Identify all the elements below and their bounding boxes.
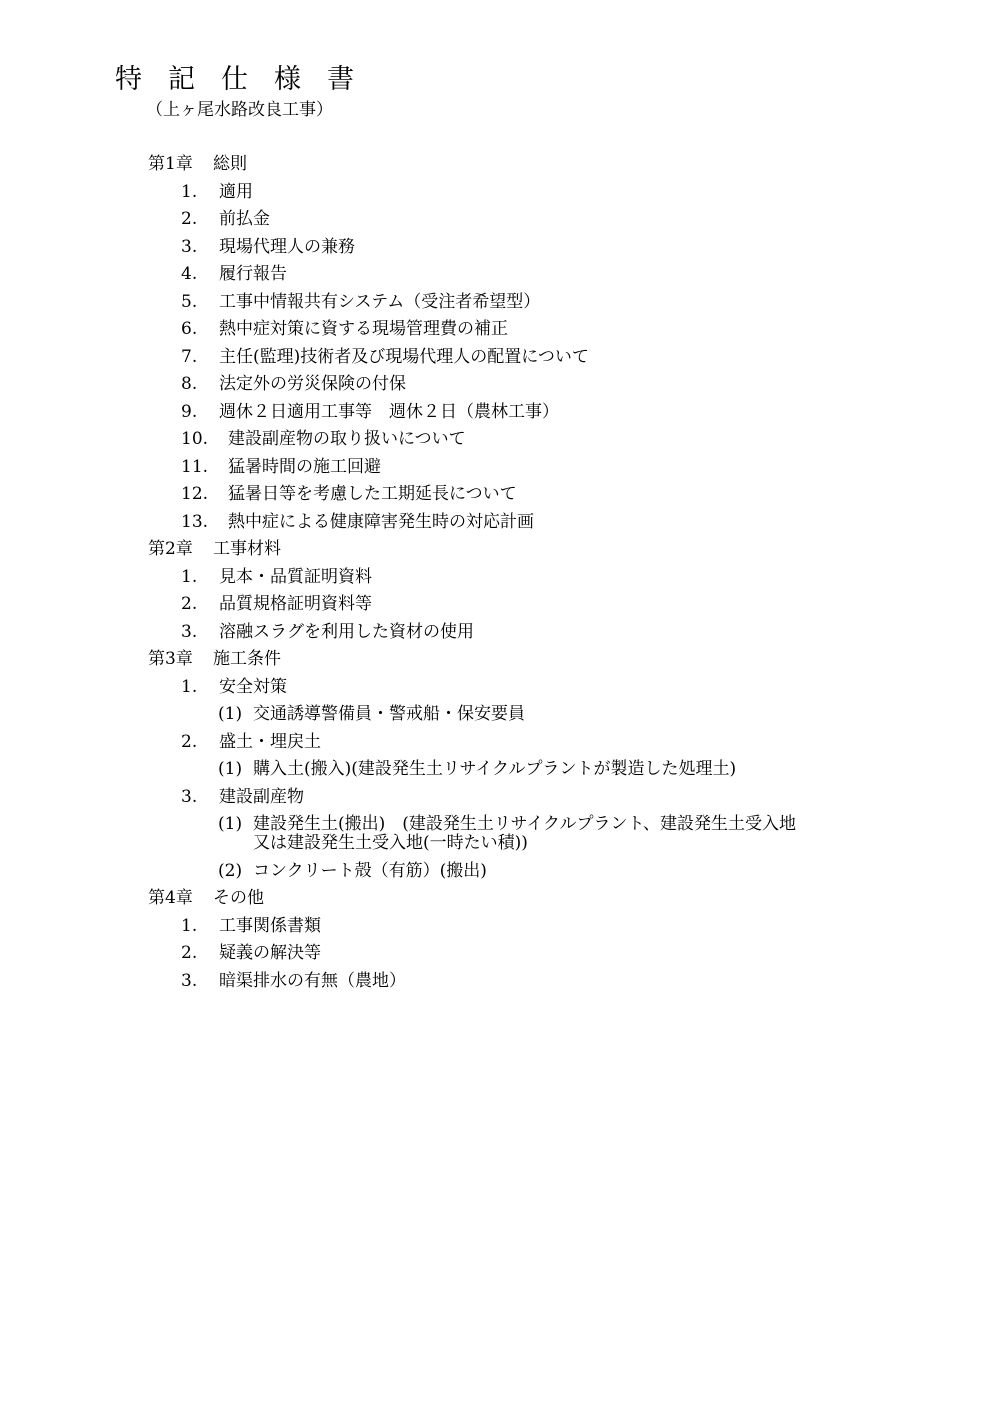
- item-number: 3.: [181, 786, 198, 807]
- toc-item: [181, 565, 372, 589]
- item-text: 週休２日適用工事等 週休２日（農林工事）: [219, 401, 559, 422]
- chapter-heading: [148, 886, 264, 910]
- chapter-title: 総則: [213, 154, 247, 174]
- toc-item: [181, 207, 270, 231]
- toc-item: [181, 345, 589, 369]
- toc-subitem: [218, 757, 736, 781]
- item-number: 8.: [181, 374, 198, 394]
- toc-item: [181, 317, 508, 341]
- item-text: 前払金: [219, 209, 270, 229]
- toc-item: [181, 372, 406, 396]
- chapter-heading: [148, 152, 247, 176]
- chapter-number: 第1章: [148, 154, 193, 174]
- item-number: 2.: [181, 209, 198, 229]
- chapter-title: 工事材料: [213, 539, 281, 559]
- item-text: 現場代理人の兼務: [219, 236, 355, 257]
- subitem-continuation: 又は建設発生土受入地(一時たい積)): [253, 833, 528, 853]
- item-number: 2.: [181, 594, 198, 614]
- item-number: 7.: [181, 346, 198, 367]
- item-number: 1.: [181, 676, 198, 697]
- item-text: 工事中情報共有システム（受注者希望型）: [219, 291, 541, 312]
- chapter-number: 第3章: [148, 649, 193, 669]
- toc-item: [181, 785, 304, 809]
- toc-item: [181, 941, 321, 965]
- item-number: 10.: [181, 429, 209, 449]
- item-number: 9.: [181, 401, 198, 422]
- item-text: 盛土・埋戻土: [219, 731, 321, 752]
- toc-item: [181, 510, 534, 534]
- toc-item: [181, 592, 372, 616]
- item-text: 疑義の解決等: [219, 943, 321, 963]
- toc-item: [181, 262, 287, 286]
- item-text: 法定外の労災保険の付保: [219, 374, 406, 394]
- toc-subitem: [218, 859, 487, 883]
- item-text: 品質規格証明資料等: [219, 594, 372, 614]
- toc-subitem: [218, 702, 525, 726]
- item-text: 建設副産物: [219, 786, 304, 807]
- item-text: 猛暑日等を考慮した工期延長について: [228, 484, 517, 504]
- toc-item: [181, 914, 321, 938]
- item-number: 3.: [181, 621, 198, 642]
- subitem-text: コンクリート殻（有筋）(搬出): [253, 860, 487, 881]
- toc-item: [181, 180, 253, 204]
- chapter-heading: [148, 647, 281, 671]
- item-number: 2.: [181, 943, 198, 963]
- item-text: 熱中症による健康障害発生時の対応計画: [228, 511, 534, 532]
- toc-item: [181, 730, 321, 754]
- toc-item: [181, 290, 540, 314]
- document-title: 特記仕様書: [115, 64, 380, 95]
- item-number: 13.: [181, 511, 209, 532]
- item-text: 溶融スラグを利用した資材の使用: [219, 621, 474, 642]
- toc-item: [181, 455, 381, 479]
- item-text: 適用: [219, 181, 253, 202]
- subitem-number: (1): [218, 759, 243, 779]
- subitem-number: (1): [218, 814, 243, 834]
- subitem-text: 建設発生土(搬出) (建設発生土リサイクルプラント、建設発生土受入地: [253, 814, 796, 834]
- subitem-text: 交通誘導警備員・警戒船・保安要員: [253, 704, 525, 724]
- subitem-number: (1): [218, 704, 243, 724]
- item-number: 4.: [181, 264, 198, 284]
- item-text: 履行報告: [219, 264, 287, 284]
- item-number: 1.: [181, 915, 198, 936]
- item-number: 12.: [181, 484, 209, 504]
- item-number: 1.: [181, 181, 198, 202]
- toc-item: [181, 969, 406, 993]
- toc-item: [181, 482, 517, 506]
- item-number: 5.: [181, 291, 198, 312]
- chapter-number: 第2章: [148, 539, 193, 559]
- item-text: 猛暑時間の施工回避: [228, 456, 381, 477]
- item-number: 1.: [181, 566, 198, 587]
- toc-item: [181, 427, 466, 451]
- item-text: 熱中症対策に資する現場管理費の補正: [219, 319, 508, 339]
- item-text: 見本・品質証明資料: [219, 566, 372, 587]
- item-number: 6.: [181, 319, 198, 339]
- item-number: 2.: [181, 731, 198, 752]
- item-number: 11.: [181, 456, 209, 477]
- document-subtitle: （上ヶ尾水路改良工事）: [146, 100, 333, 120]
- item-text: 主任(監理)技術者及び現場代理人の配置について: [219, 346, 589, 367]
- toc-item: [181, 400, 559, 424]
- item-text: 建設副産物の取り扱いについて: [228, 429, 466, 449]
- subitem-text: 購入土(搬入)(建設発生土リサイクルプラントが製造した処理土): [253, 759, 737, 779]
- chapter-number: 第4章: [148, 888, 193, 908]
- subitem-number: (2): [218, 860, 243, 881]
- chapter-title: その他: [213, 888, 264, 908]
- item-number: 3.: [181, 970, 198, 991]
- item-text: 安全対策: [219, 676, 287, 697]
- toc-item: [181, 235, 355, 259]
- chapter-title: 施工条件: [213, 649, 281, 669]
- item-text: 工事関係書類: [219, 915, 321, 936]
- toc-item: [181, 620, 474, 644]
- item-number: 3.: [181, 236, 198, 257]
- item-text: 暗渠排水の有無（農地）: [219, 970, 406, 991]
- chapter-heading: [148, 537, 281, 561]
- toc-item: [181, 675, 287, 699]
